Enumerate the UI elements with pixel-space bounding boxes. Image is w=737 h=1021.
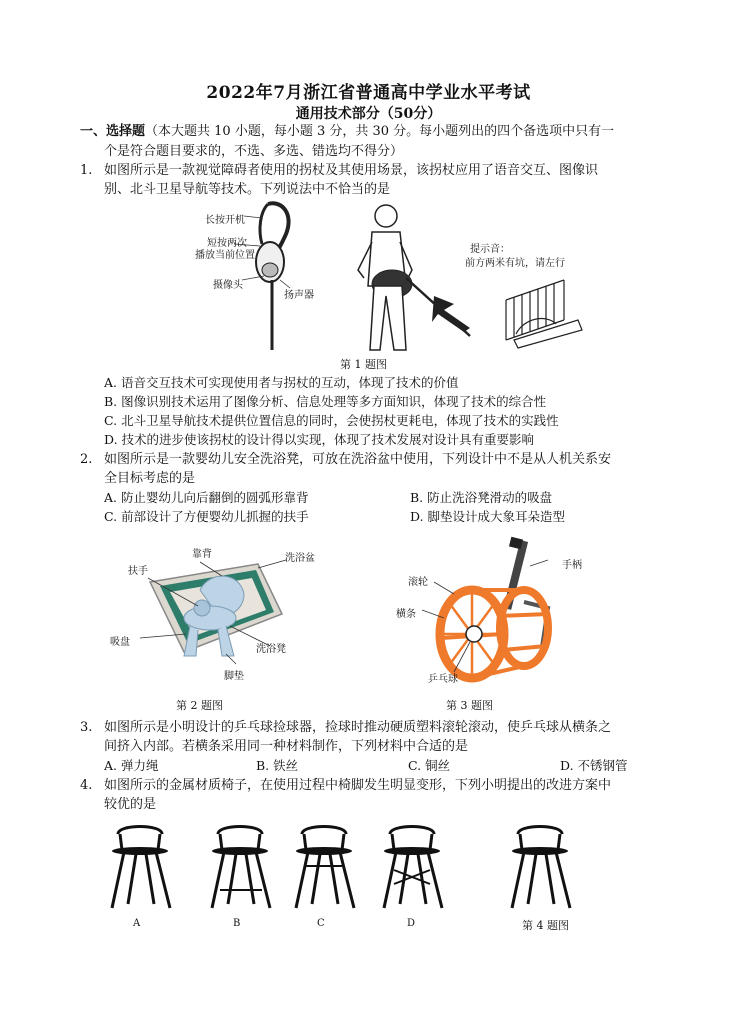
q4-stem-2: 较优的是 bbox=[104, 797, 157, 812]
q4-chair-a bbox=[106, 820, 176, 912]
q3-label-bar: 横条 bbox=[396, 609, 416, 620]
q1-stem-1: 如图所示是一款视觉障碍者使用的拐杖及其使用场景，该拐杖应用了语音交互、图像识 bbox=[104, 163, 599, 178]
q2-label-backrest: 靠背 bbox=[192, 549, 212, 560]
q3-label-roller: 滚轮 bbox=[408, 577, 428, 588]
q4-chair-d bbox=[378, 820, 448, 912]
q4-caption: 第 4 题图 bbox=[522, 919, 569, 932]
q4-chair-b bbox=[206, 820, 276, 912]
q1-person-figure bbox=[350, 200, 590, 352]
q1-option-d: D. 技术的进步使该拐杖的设计得以实现，体现了技术发展对设计具有重要影响 bbox=[104, 432, 535, 447]
section-heading: 一、选择题 bbox=[80, 124, 146, 139]
exam-subtitle: 通用技术部分（50分） bbox=[295, 106, 442, 122]
q1-label-short-press-2: 播放当前位置 bbox=[195, 250, 255, 261]
q3-ball-picker-figure bbox=[420, 538, 570, 688]
q2-option-c: C. 前部设计了方便婴幼儿抓握的扶手 bbox=[104, 509, 309, 524]
q3-stem-2: 间挤入内部。若横条采用同一种材料制作，下列材料中合适的是 bbox=[104, 739, 469, 754]
q2-option-d: D. 脚垫设计成大象耳朵造型 bbox=[410, 509, 566, 524]
q4-label-c: C bbox=[317, 918, 325, 929]
q2-label-suction: 吸盘 bbox=[110, 637, 130, 648]
q4-chair-original bbox=[506, 820, 576, 912]
q1-option-a: A. 语音交互技术可实现使用者与拐杖的互动，体现了技术的价值 bbox=[104, 375, 459, 390]
q2-caption: 第 2 题图 bbox=[176, 699, 223, 712]
q1-option-b: B. 图像识别技术运用了图像分析、信息处理等多方面知识，体现了技术的综合性 bbox=[104, 394, 547, 409]
q1-option-c: C. 北斗卫星导航技术提供位置信息的同时，会使拐杖更耗电，体现了技术的实践性 bbox=[104, 413, 559, 428]
q2-label-handle: 扶手 bbox=[128, 566, 148, 577]
section-desc-2: 个是符合题目要求的，不选、多选、错选均不得分） bbox=[104, 144, 404, 159]
q2-option-a: A. 防止婴幼儿向后翻倒的圆弧形靠背 bbox=[104, 490, 309, 505]
q2-label-tub: 洗浴盆 bbox=[285, 553, 315, 564]
q3-stem-1: 如图所示是小明设计的乒乓球捡球器，捡球时推动硬质塑料滚轮滚动，使乒乓球从横条之 bbox=[104, 720, 612, 735]
q3-option-b: B. 铁丝 bbox=[256, 758, 299, 773]
q2-label-foot-pad: 脚垫 bbox=[224, 671, 244, 682]
q4-label-b: B bbox=[233, 918, 241, 929]
q2-option-b: B. 防止洗浴凳滑动的吸盘 bbox=[410, 490, 553, 505]
q4-label-a: A bbox=[133, 918, 141, 929]
q3-label-grip: 手柄 bbox=[562, 560, 582, 571]
section-heading-row bbox=[80, 122, 614, 141]
q1-caption: 第 1 题图 bbox=[340, 358, 387, 371]
q1-label-prompt-2: 前方两米有坑，请左行 bbox=[465, 258, 565, 269]
q1-number: 1. bbox=[80, 163, 93, 178]
q4-number: 4. bbox=[80, 778, 93, 793]
q1-label-long-press: 长按开机 bbox=[205, 215, 245, 226]
q3-number: 3. bbox=[80, 720, 93, 735]
q2-number: 2. bbox=[80, 452, 93, 467]
q1-label-short-press-1: 短按两次 bbox=[207, 238, 247, 249]
q4-chair-c bbox=[290, 820, 360, 912]
q1-label-speaker: 扬声器 bbox=[284, 290, 314, 301]
q3-option-d: D. 不锈钢管 bbox=[560, 758, 628, 773]
q4-stem-1: 如图所示的金属材质椅子，在使用过程中椅脚发生明显变形，下列小明提出的改进方案中 bbox=[104, 778, 612, 793]
q4-label-d: D bbox=[407, 918, 416, 929]
q1-label-prompt-1: 提示音： bbox=[470, 244, 510, 255]
q2-stem-1: 如图所示是一款婴幼儿安全洗浴凳，可放在洗浴盆中使用，下列设计中不是从人机关系安 bbox=[104, 452, 612, 467]
q3-option-a: A. 弹力绳 bbox=[104, 758, 159, 773]
q1-stem-2: 别、北斗卫星导航等技术。下列说法中不恰当的是 bbox=[104, 182, 391, 197]
q3-label-ball: 乒乓球 bbox=[428, 674, 458, 685]
q2-label-stool: 洗浴凳 bbox=[256, 644, 286, 655]
section-desc-1: （本大题共 10 小题，每小题 3 分，共 30 分。每小题列出的四个备选项中只有一 bbox=[145, 124, 615, 139]
q2-stem-2: 全目标考虑的是 bbox=[104, 471, 196, 486]
exam-title: 2022年7月浙江省普通高中学业水平考试 bbox=[206, 83, 531, 103]
q3-caption: 第 3 题图 bbox=[446, 699, 493, 712]
q1-label-camera: 摄像头 bbox=[213, 280, 243, 291]
q3-option-c: C. 铜丝 bbox=[408, 758, 451, 773]
